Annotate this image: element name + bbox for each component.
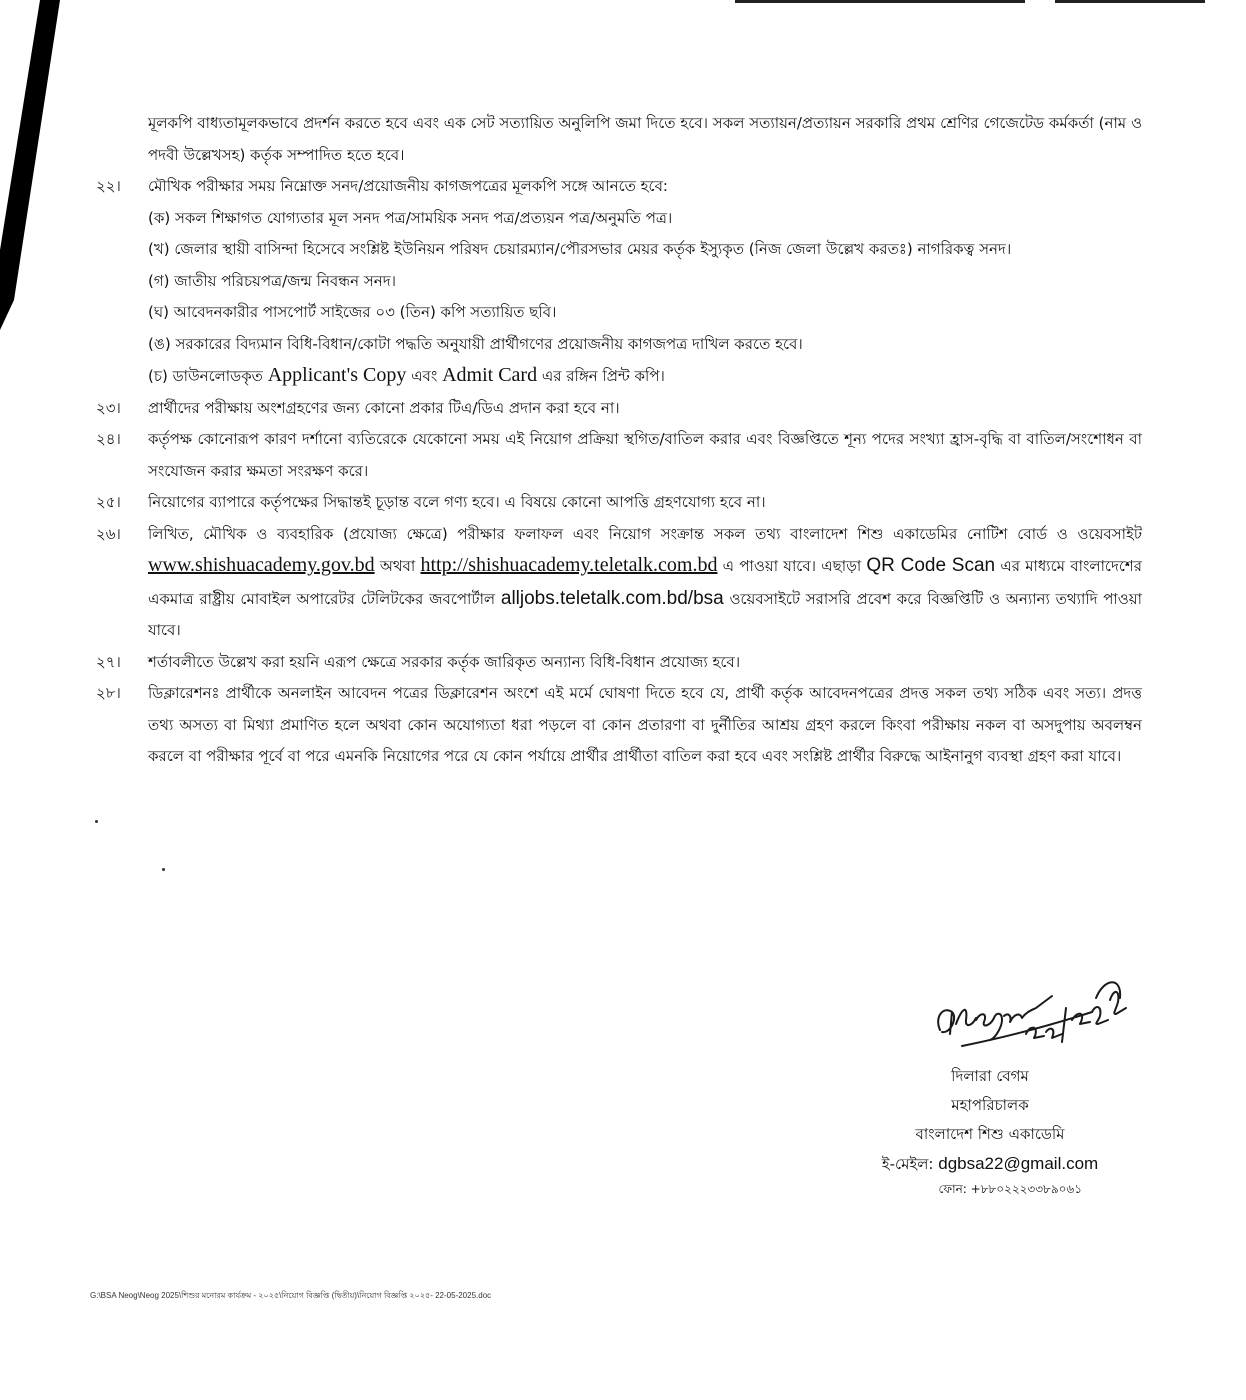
item-text: প্রার্থীদের পরীক্ষায় অংশগ্রহণের জন্য কোনো প্রকার টিএ/ডিএ প্রদান করা হবে না। <box>148 398 620 417</box>
intro-paragraph: মূলকপি বাধ্যতামূলকভাবে প্রদর্শন করতে হবে এবং এক সেট সত্যায়িত অনুলিপি জমা দিতে হবে। সকল সত্যায়ন/প্রত্যায়ন সরকারি প্রথম শ্রেণির গেজেটেড কর্মকর্তা (নাম ও পদবী উল্লেখসহ) কর্তৃক সম্পাদিত হতে হবে। <box>148 114 1142 164</box>
email-address[interactable]: dgbsa22@gmail.com <box>938 1154 1099 1173</box>
scan-speck <box>95 820 98 823</box>
handwritten-signature <box>922 968 1132 1068</box>
teletalk-link[interactable]: http://shishuacademy.teletalk.com.bd <box>420 554 718 576</box>
scan-top-line <box>1055 0 1205 3</box>
scan-top-line <box>735 0 1025 3</box>
sub-text: এর রঙ্গিন প্রিন্ট কপি। <box>537 367 665 385</box>
item-text: কর্তৃপক্ষ কোনোরূপ কারণ দর্শানো ব্যতিরেকে যেকোনো সময় এই নিয়োগ প্রক্রিয়া স্থগিত/বাতিল করার এবং বিজ্ঞপ্তিতে শূন্য পদের সংখ্যা হ্রাস-বৃদ্ধি বা বাতিল/সংশোধন বা সংযোজন করার ক্ষমতা সংরক্ষণ করে। <box>148 430 1142 480</box>
file-path-footer: G:\BSA Neog\Neog 2025\শিশুর মনোরম কার্যক্রম - ২০২৫\নিয়োগ বিজ্ঞপ্তি (দ্বিতীয়)\নিয়োগ বিজ্ঞপ্তি ২০২৫- 22-05-2025.doc <box>90 1291 492 1300</box>
item-text: লিখিত, মৌখিক ও ব্যবহারিক (প্রযোজ্য ক্ষেত্রে) পরীক্ষার ফলাফল এবং নিয়োগ সংক্রান্ত সকল তথ্য বাংলাদেশ শিশু একাডেমির নোটিশ বোর্ড ও ওয়েবসাইট <box>148 524 1142 543</box>
item-number: ২৮। <box>96 684 121 702</box>
signatory-name: দিলারা বেগম <box>951 1067 1029 1085</box>
item-text: এর মাধ্যমে বাংলাদেশের একমাত্র রাষ্ট্রীয় মোবাইল অপারেটর টেলিটকের জবপোর্টাল <box>148 557 1142 608</box>
applicant-copy-text: Applicant's Copy <box>267 364 407 386</box>
item-text: ওয়েবসাইটে সরাসরি প্রবেশ করে বিজ্ঞপ্তিটি ও অন্যান্য তথ্যাদি পাওয়া যাবে। <box>148 589 1142 639</box>
item-number: ২৪। <box>96 430 121 448</box>
admit-card-text: Admit Card <box>442 364 538 386</box>
sub-item-kha: (খ) জেলার স্থায়ী বাসিন্দা হিসেবে সংশ্লিষ্ট ইউনিয়ন পরিষদ চেয়ারম্যান/পৌরসভার মেয়র কর্তৃক ইস্যুকৃত (নিজ জেলা উল্লেখ করতঃ) নাগরিকত্ব সনদ। <box>148 240 1012 258</box>
sub-item-ga: (গ) জাতীয় পরিচয়পত্র/জন্ম নিবন্ধন সনদ। <box>148 271 396 290</box>
signatory-phone: ফোন: +৮৮০২২২৩৩৮৯০৬১ <box>938 1182 1082 1196</box>
item-text: মৌখিক পরীক্ষার সময় নিম্নোক্ত সনদ/প্রয়োজনীয় কাগজপত্রের মূলকপি সঙ্গে আনতে হবে: <box>148 177 668 195</box>
scan-speck <box>162 868 165 871</box>
item-text: ডিক্লারেশনঃ প্রার্থীকে অনলাইন আবেদন পত্রের ডিক্লারেশন অংশে এই মর্মে ঘোষণা দিতে হবে যে, প্রার্থী কর্তৃক আবেদনপত্রের প্রদত্ত সকল তথ্য সঠিক এবং সত্য। প্রদত্ত তথ্য অসত্য বা মিথ্যা প্রমাণিত হলে অথবা কোন অযোগ্যতা ধরা পড়লে বা কোন প্রতারণা বা দুর্নীতির আশ্রয় গ্রহণ করলে কিংবা পরীক্ষায় নকল বা অসদুপায় অবলম্বন করলে বা পরীক্ষার পূর্বে বা পরে এমনকি নিয়োগের পরে যে কোন পর্যায়ে প্রার্থীর প্রার্থীতা বাতিল করা হবে এবং সংশ্লিষ্ট প্রার্থীর বিরুদ্ধে আইনানুগ ব্যবস্থা গ্রহণ করা যাবে। <box>148 684 1142 765</box>
list-item-26 <box>96 519 1142 647</box>
item-text: অথবা <box>374 557 421 575</box>
alljobs-link[interactable]: alljobs.teletalk.com.bd/bsa <box>500 587 724 609</box>
sub-item-ka: (ক) সকল শিক্ষাগত যোগ্যতার মূল সনদ পত্র/সাময়িক সনদ পত্র/প্রত্যয়ন পত্র/অনুমতি পত্র। <box>148 208 673 227</box>
item-number: ২৬। <box>96 524 121 543</box>
item-number: ২২। <box>96 177 121 195</box>
signatory-designation: মহাপরিচালক <box>951 1096 1029 1114</box>
email-label: ই-মেইল: <box>881 1155 939 1173</box>
item-number: ২৩। <box>96 398 121 417</box>
list-item-24 <box>96 424 1142 487</box>
sub-item-cha <box>96 360 1142 393</box>
list-item-23 <box>96 393 1142 425</box>
list-item-22 <box>96 171 1142 203</box>
sub-item-uma: (ঙ) সরকারের বিদ্যমান বিধি-বিধান/কোটা পদ্ধতি অনুযায়ী প্রার্থীগণের প্রয়োজনীয় কাগজপত্র দাখিল করতে হবে। <box>148 334 803 353</box>
website-link[interactable]: www.shishuacademy.gov.bd <box>148 554 375 576</box>
signatory-email-line <box>860 1149 1120 1179</box>
sub-text: এবং <box>406 367 443 385</box>
item-number: ২৫। <box>96 493 121 511</box>
scan-edge-mark <box>0 0 60 330</box>
signatory-organization: বাংলাদেশ শিশু একাডেমি <box>915 1125 1065 1143</box>
sub-text: (চ) ডাউনলোডকৃত <box>148 367 268 385</box>
item-text: শর্তাবলীতে উল্লেখ করা হয়নি এরূপ ক্ষেত্রে সরকার কর্তৃক জারিকৃত অন্যান্য বিধি-বিধান প্রযোজ্য হবে। <box>148 652 741 671</box>
list-item-25 <box>96 487 1142 519</box>
item-text: এ পাওয়া যাবে। এছাড়া <box>717 557 867 575</box>
sub-item-gha: (ঘ) আবেদনকারীর পাসপোর্ট সাইজের ০৩ (তিন) কপি সত্যায়িত ছবি। <box>148 303 557 321</box>
item-text: নিয়োগের ব্যাপারে কর্তৃপক্ষের সিদ্ধান্তই চূড়ান্ত বলে গণ্য হবে। এ বিষয়ে কোনো আপত্তি গ্রহণযোগ্য হবে না। <box>148 493 766 511</box>
signature-block <box>860 1062 1120 1199</box>
item-number: ২৭। <box>96 652 121 671</box>
list-item-27 <box>96 647 1142 679</box>
document-body <box>96 108 1142 773</box>
list-item-28 <box>96 678 1142 773</box>
qr-code-text: QR Code Scan <box>866 555 996 576</box>
